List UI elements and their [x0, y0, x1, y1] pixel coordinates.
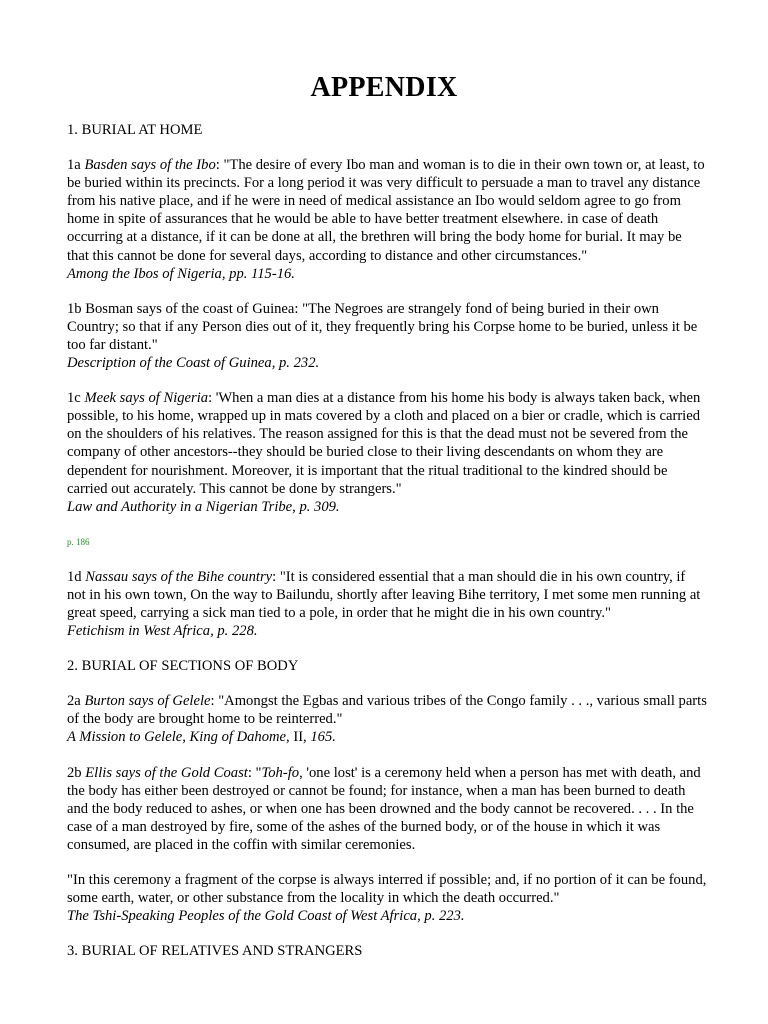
- citation-volume: , II,: [286, 729, 311, 746]
- entry-quote: : "The desire of every Ibo man and woman is to die in their own town or, at least, to be buried within its precincts. For a long period it was very difficult to persuade a man to travel any distance from his native place, and if he were in need of medical assistance an Ibo would seldom agree to go from home in spite of assurances that he would be able to have better treatment elsewhere. in case of death occurring at a distance, if it can be done at all, the brethren will bring the body home for burial. It may be that this cannot be done for several days, according to distance and other circumstances.": [67, 157, 705, 264]
- entry-citation: Law and Authority in a Nigerian Tribe, p. 309.: [67, 498, 340, 515]
- entry-1d: [67, 568, 707, 640]
- entry-quote: : "Amongst the Egbas and various tribes of the Congo family . . ., various small parts of the body are brought home to be reinterred.": [67, 693, 707, 728]
- section-heading-burial-of-relatives: 3. BURIAL OF RELATIVES AND STRANGERS: [67, 943, 363, 960]
- section-heading-burial-of-sections: 2. BURIAL OF SECTIONS OF BODY: [67, 658, 299, 675]
- entry-source: Ellis says of the Gold Coast: [85, 764, 248, 781]
- entry-source: Burton says of Gelele: [84, 693, 211, 710]
- entry-term: Toh-fo: [261, 764, 300, 781]
- entry-1c: [67, 389, 707, 516]
- citation-title: A Mission to Gelele, King of Dahome: [67, 729, 287, 746]
- entry-text: 1b Bosman says of the coast of Guinea: "The Negroes are strangely fond of being buried in their own Country; so that if any Person dies out of it, they frequently bring his Corpse home to be buried, unless it be too far distant.": [67, 300, 698, 353]
- entry-label: 2b: [67, 764, 86, 781]
- entry-citation: Description of the Coast of Guinea, p. 232.: [67, 355, 320, 372]
- entry-label: 2a: [67, 693, 85, 710]
- section-heading-burial-at-home: 1. BURIAL AT HOME: [67, 122, 203, 138]
- page-title: APPENDIX: [310, 72, 458, 103]
- citation-page: 165.: [310, 729, 336, 746]
- entry-quote: : "It is considered essential that a man should die in his own country, if not in his own town, On the way to Bailundu, shortly after leaving Bihe territory, I met some men running at great speed, carrying a sick man tied to a pole, in order that he might die in his own country.": [67, 568, 701, 621]
- entry-2b-continued: [67, 871, 707, 925]
- entry-citation: Among the Ibos of Nigeria, pp. 115-16.: [67, 265, 295, 282]
- entry-text: "In this ceremony a fragment of the corpse is always interred if possible; and, if no portion of it can be found, some earth, water, or other substance from the locality in which the death occurred.": [67, 872, 707, 907]
- entry-citation: [67, 728, 707, 746]
- entry-1b: [67, 300, 707, 372]
- entry-quote: : 'When a man dies at a distance from his home his body is always taken back, when possible, to his home, wrapped up in mats covered by a cloth and placed on a bier or cradle, which is carried on the shoulders of his relatives. The reason assigned for this is that the dead must not be severed from the company of other ancestors--they should be buried close to their living descendants on whom they are dependent for nourishment. Moreover, it is important that the ritual traditional to the kindred should be carried out accurately. This cannot be done by strangers.": [67, 390, 701, 497]
- entry-source: Nassau says of the Bihe country: [85, 568, 273, 585]
- entry-label: 1a: [67, 157, 85, 174]
- entry-quote-open: : ": [247, 764, 262, 781]
- entry-2a: [67, 692, 707, 746]
- entry-2b: [67, 764, 707, 854]
- entry-label: 1d: [67, 568, 86, 585]
- document-body: [67, 121, 707, 977]
- entry-source: Meek says of Nigeria: [84, 390, 209, 407]
- entry-label: 1c: [67, 390, 85, 407]
- entry-citation: The Tshi-Speaking Peoples of the Gold Coast of West Africa, p. 223.: [67, 908, 465, 925]
- entry-1a: [67, 156, 707, 283]
- page-number-marker: p. 186: [67, 536, 90, 547]
- entry-citation: Fetichism in West Africa, p. 228.: [67, 623, 258, 640]
- entry-quote: , 'one lost' is a ceremony held when a person has met with death, and the body has either been destroyed or cannot be found; for instance, when a man has been burned to death and the body reduced to ashes, or when one has been drowned and the body cannot be recovered. . . . In the case of a man destroyed by fire, some of the ashes of the burned body, or of the house in which it was consumed, are placed in the coffin with similar ceremonies.: [67, 764, 701, 853]
- entry-source: Basden says of the Ibo: [84, 157, 216, 174]
